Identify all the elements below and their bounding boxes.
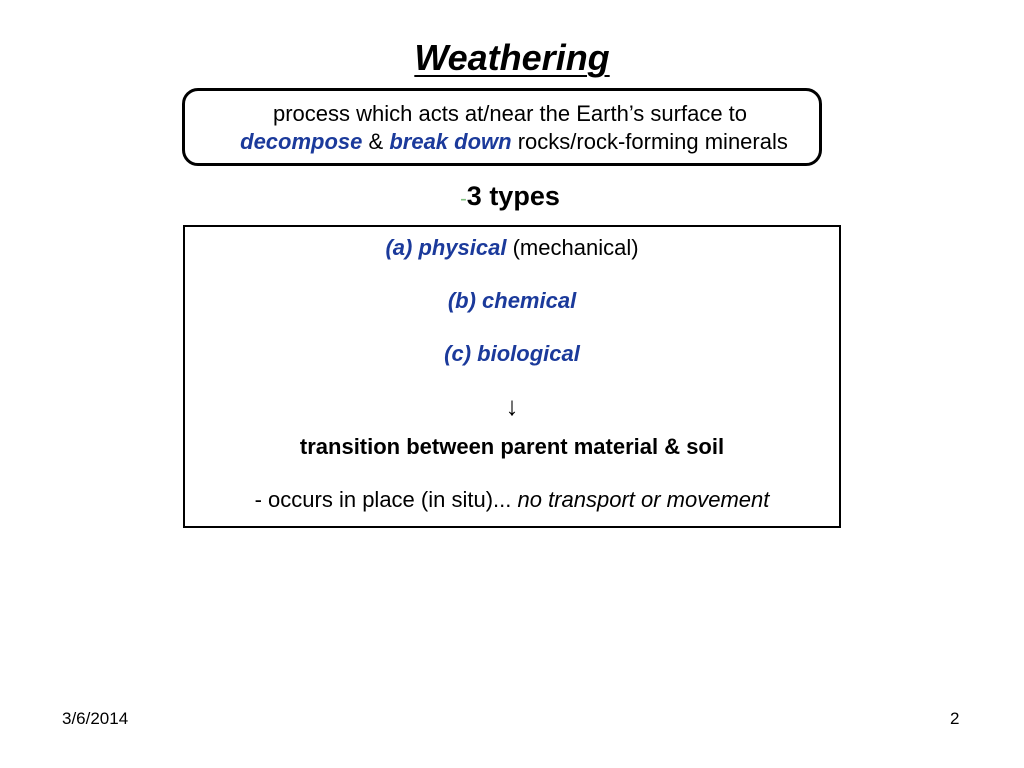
types-box <box>183 225 841 528</box>
definition-text <box>0 100 1020 156</box>
type-label: (c) biological <box>444 341 580 366</box>
footer-page-number: 2 <box>950 709 960 728</box>
definition-line-2 <box>0 128 1020 156</box>
type-item-biological <box>0 340 1024 368</box>
types-heading-dash: - <box>460 188 467 210</box>
definition-rest: rocks/rock-forming minerals <box>517 129 788 154</box>
type-item-physical <box>0 234 1024 262</box>
down-arrow-icon: ↓ <box>505 391 519 421</box>
in-situ-statement <box>0 486 1024 514</box>
types-heading <box>0 178 1020 217</box>
type-label: (b) chemical <box>447 288 577 313</box>
type-item-chemical <box>0 287 1024 315</box>
definition-term-decompose: decompose <box>240 129 363 154</box>
transition-statement: transition between parent material & soil <box>299 434 725 459</box>
definition-line-1: process which acts at/near the Earth’s surface to <box>272 101 748 126</box>
slide-title: Weathering <box>414 37 610 78</box>
types-heading-text: 3 types <box>466 181 560 211</box>
in-situ-prefix: - occurs in place (in situ)... <box>254 487 512 512</box>
in-situ-emphasis: no transport or movement <box>517 487 770 512</box>
type-label: (a) physical <box>385 235 507 260</box>
type-note: (mechanical) <box>512 235 639 260</box>
definition-term-break-down: break down <box>389 129 512 154</box>
definition-connector: & <box>368 129 384 154</box>
footer-date: 3/6/2014 <box>62 709 129 728</box>
